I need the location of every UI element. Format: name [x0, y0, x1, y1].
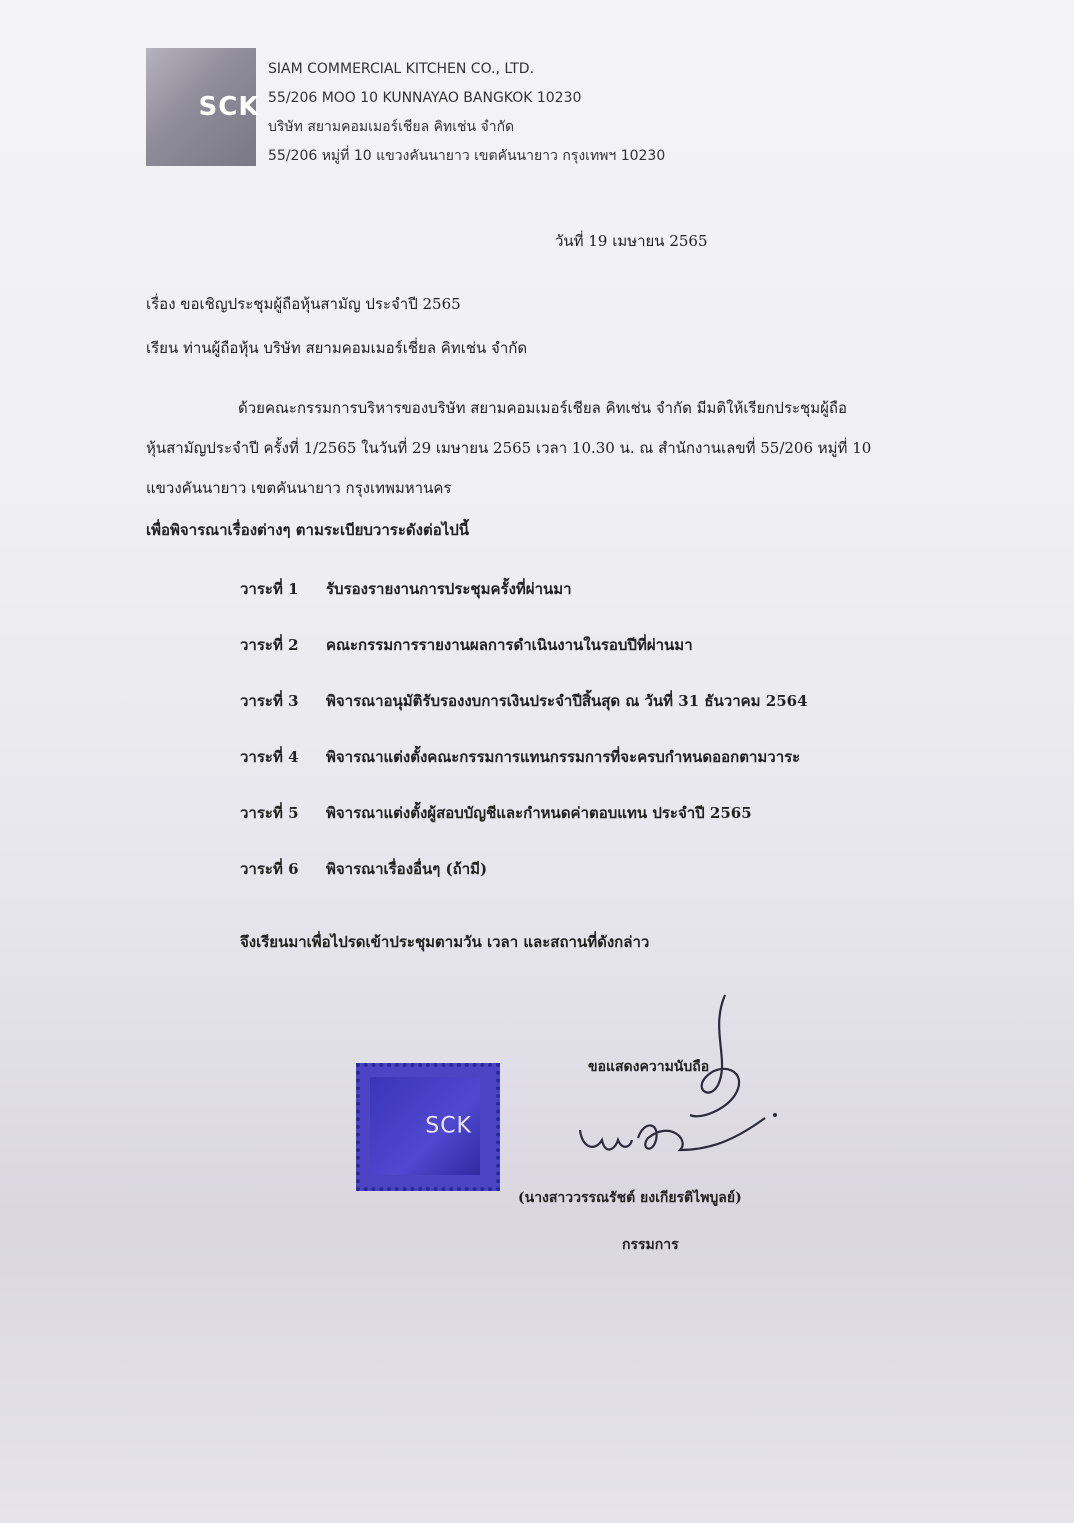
company-name-th: บริษัท สยามคอมเมอร์เชียล คิทเช่น จำกัด [268, 119, 515, 135]
agenda-number: วาระที่ 2 [240, 636, 299, 654]
handwritten-signature [560, 990, 800, 1170]
letter-salutation: เรียน ท่านผู้ถือหุ้น บริษัท สยามคอมเมอร์เชี่ยล คิทเช่น จำกัด [146, 339, 528, 357]
company-name-en: SIAM COMMERCIAL KITCHEN CO., LTD. [268, 61, 535, 77]
agenda-item [240, 632, 808, 688]
agenda-item [240, 800, 808, 856]
agenda-text: พิจารณาอนุมัติรับรองงบการเงินประจำปีสิ้นสุด ณ วันที่ 31 ธันวาคม 2564 [326, 692, 808, 710]
stamp-text: SCK [425, 1113, 472, 1139]
agenda-list [240, 576, 808, 912]
purpose-line: เพื่อพิจารณาเรื่องต่างๆ ตามระเบียบวาระดังต่อไปนี้ [146, 521, 470, 539]
signer-role: กรรมการ [622, 1237, 679, 1253]
address-th: 55/206 หมู่ที่ 10 แขวงคันนายาว เขตคันนายาว กรุงเทพฯ 10230 [268, 148, 666, 164]
address-en: 55/206 MOO 10 KUNNAYAO BANGKOK 10230 [268, 90, 582, 106]
body-paragraph [146, 393, 946, 513]
body-line: หุ้นสามัญประจำปี ครั้งที่ 1/2565 ในวันที่ 29 เมษายน 2565 เวลา 10.30 น. ณ สำนักงานเลขที่ 55/206 หมู่ที่ 10 [146, 439, 872, 457]
stamp-inner [370, 1077, 480, 1175]
agenda-text: พิจารณาเรื่องอื่นๆ (ถ้ามี) [326, 860, 488, 878]
letterhead [268, 58, 665, 174]
company-logo [146, 48, 260, 166]
agenda-item [240, 744, 808, 800]
agenda-text: รับรองรายงานการประชุมครั้งที่ผ่านมา [326, 580, 572, 598]
letter-subject: เรื่อง ขอเชิญประชุมผู้ถือหุ้นสามัญ ประจำปี 2565 [146, 295, 461, 313]
agenda-item [240, 576, 808, 632]
agenda-text: พิจารณาแต่งตั้งคณะกรรมการแทนกรรมการที่จะครบกำหนดออกตามวาระ [326, 748, 801, 766]
regards-line: ขอแสดงความนับถือ [588, 1059, 710, 1075]
body-line: แขวงคันนายาว เขตคันนายาว กรุงเทพมหานคร [146, 479, 452, 497]
agenda-text: พิจารณาแต่งตั้งผู้สอบบัญชีและกำหนดค่าตอบแทน ประจำปี 2565 [326, 804, 752, 822]
closing-line: จึงเรียนมาเพื่อไปรดเข้าประชุมตามวัน เวลา และสถานที่ดังกล่าว [240, 933, 650, 951]
agenda-number: วาระที่ 5 [240, 804, 299, 822]
agenda-number: วาระที่ 4 [240, 748, 299, 766]
company-stamp [356, 1063, 500, 1191]
agenda-item [240, 688, 808, 744]
logo-text: SCK [198, 92, 260, 122]
body-line: ด้วยคณะกรรมการบริหารของบริษัท สยามคอมเมอร์เชียล คิทเช่น จำกัด มีมติให้เรียกประชุมผู้ถือ [238, 399, 848, 417]
agenda-number: วาระที่ 3 [240, 692, 299, 710]
agenda-number: วาระที่ 1 [240, 580, 299, 598]
letter-date: วันที่ 19 เมษายน 2565 [555, 232, 708, 250]
signer-name: (นางสาววรรณรัชต์ ยงเกียรติไพบูลย์) [518, 1190, 742, 1206]
agenda-text: คณะกรรมการรายงานผลการดำเนินงานในรอบปีที่ผ่านมา [326, 636, 693, 654]
agenda-number: วาระที่ 6 [240, 860, 299, 878]
agenda-item [240, 856, 808, 912]
